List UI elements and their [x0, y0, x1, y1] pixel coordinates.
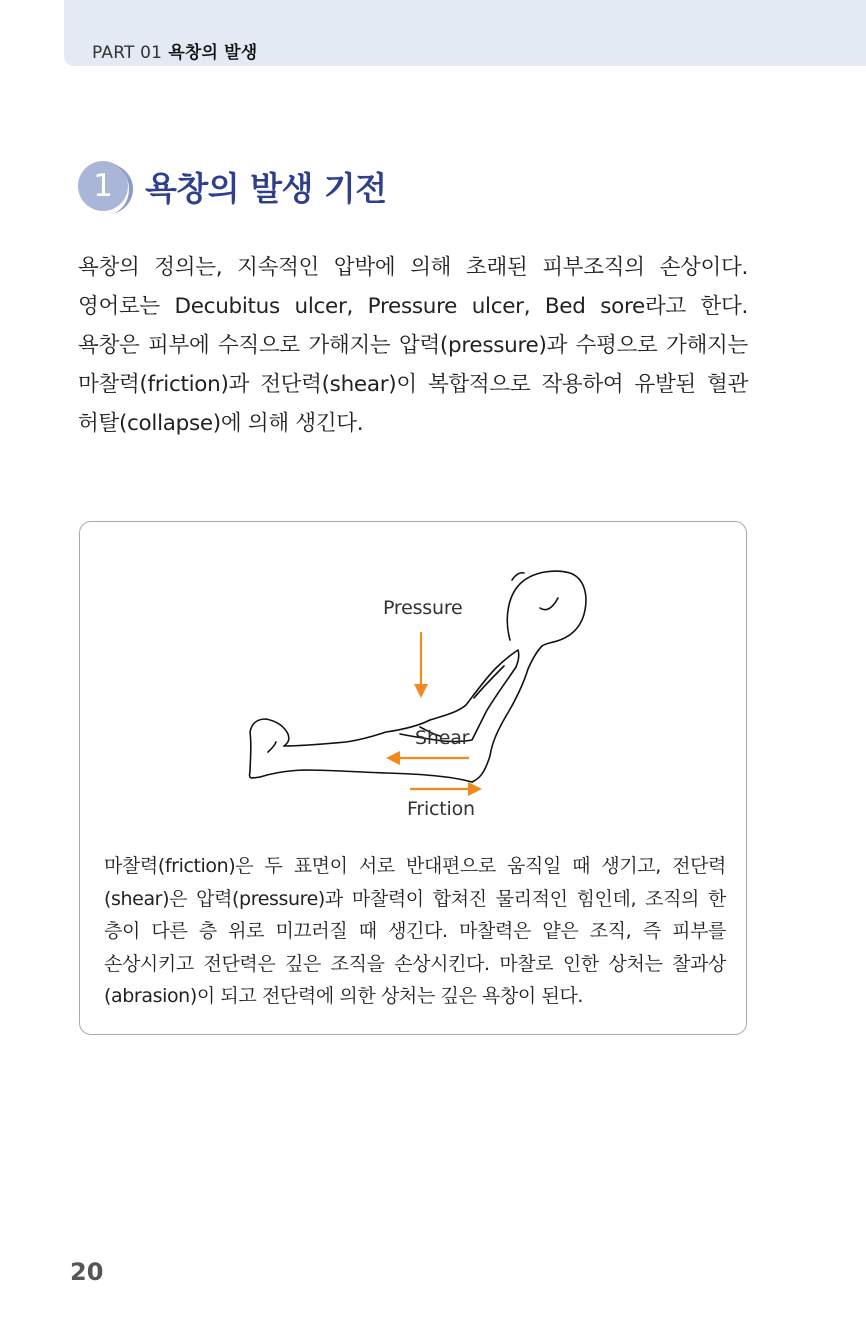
body-diagram: [80, 522, 748, 842]
head-outline: [507, 571, 586, 646]
chapter-title: 욕창의 발생: [168, 43, 258, 63]
intro-paragraph: 욕창의 정의는, 지속적인 압박에 의해 초래된 피부조직의 손상이다. 영어로는 Decubitus ulcer, Pressure ulcer, Bed sore라고 한다. 욕창은 피부에 수직으로 가해지는 압력(pressure)과 수평으로 가해지는 마찰력(friction)과 전단력(shear)이 복합적으로 작용하여 유발된 혈관 허탈(collapse)에 의해 생긴다.: [78, 255, 748, 436]
elbow-line: [474, 666, 504, 698]
friction-arrow-head: [468, 782, 482, 796]
pressure-label: Pressure: [383, 597, 463, 619]
underside-outline: [260, 770, 472, 782]
section-heading: [78, 160, 387, 212]
shear-arrow-head: [386, 751, 400, 765]
back-outline: [472, 646, 542, 782]
figure-caption: 마찰력(friction)은 두 표면이 서로 반대편으로 움직일 때 생기고, 전단력(shear)은 압력(pressure)과 마찰력이 합쳐진 물리적인 힘인데, 조직의 한 층이 다른 층 위로 미끄러질 때 생긴다. 마찰력은 얕은 조직, 즉 피부를 손상시키고 전단력은 깊은 조직을 손상시킨다. 마찰로 인한 상처는 찰과상(abrasion)이 되고 전단력에 의한 상처는 깊은 욕창이 된다.: [104, 855, 726, 1007]
friction-label: Friction: [407, 798, 475, 820]
pressure-arrow-head: [414, 684, 428, 698]
figure-box: [79, 521, 747, 1035]
section-number-badge: 1: [78, 161, 128, 211]
force-arrows: [386, 632, 482, 796]
back-foot-outline: [268, 742, 276, 752]
page-number: 20: [70, 1258, 104, 1286]
face-smile: [540, 598, 558, 610]
face-ear: [512, 573, 524, 580]
shear-label: Shear: [415, 727, 470, 749]
arm-outline: [430, 650, 519, 720]
foot-outline: [249, 719, 288, 778]
part-label: PART 01: [92, 43, 163, 63]
upper-leg-outline: [284, 720, 430, 746]
running-header-text: [92, 38, 257, 63]
running-header: [64, 0, 866, 66]
section-title: 욕창의 발생 기전: [145, 168, 387, 208]
